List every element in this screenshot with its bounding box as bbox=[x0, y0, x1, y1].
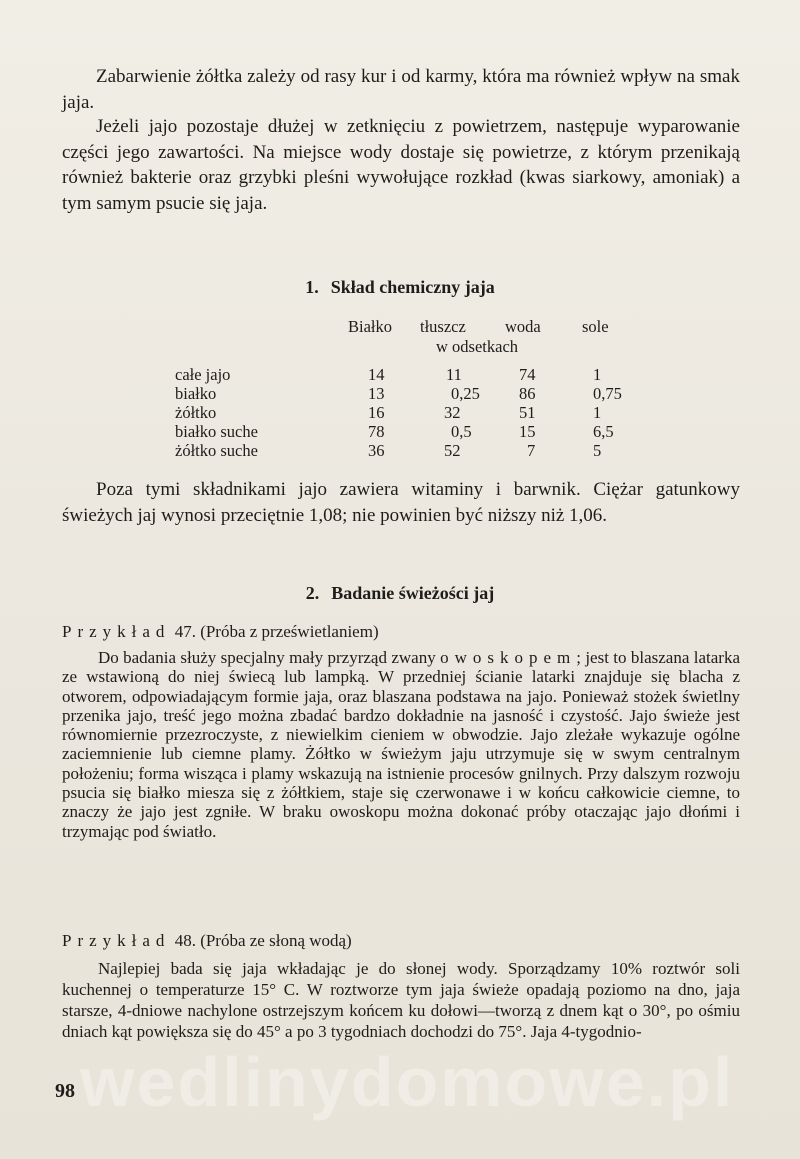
table-unit-note: w odsetkach bbox=[436, 337, 519, 356]
section-heading-1 bbox=[0, 277, 800, 298]
table-cell: 0,75 bbox=[593, 384, 622, 403]
table-row-label: białko suche bbox=[175, 422, 258, 441]
table-cell: 86 bbox=[519, 384, 536, 403]
section-number: 2. bbox=[305, 583, 320, 603]
example-48-heading bbox=[62, 929, 740, 953]
table-cell: 0,25 bbox=[451, 384, 480, 403]
term-owoskop: owoskopem bbox=[440, 648, 577, 667]
section-number: 1. bbox=[305, 277, 319, 297]
page-number: 98 bbox=[55, 1080, 75, 1102]
table-header-fat: tłuszcz bbox=[420, 317, 466, 336]
table-row-label: żółtko bbox=[175, 403, 217, 422]
body-text: Do badania służy specjalny mały przyrząd zwany bbox=[98, 648, 441, 667]
table-cell: 1 bbox=[593, 403, 602, 422]
table-cell: 15 bbox=[519, 422, 536, 441]
body-text: ; jest to blaszana latarka ze wstawioną do niej świecą lub lampką. W przedniej ścianie latarki znajduje się blacha z otworem, odpowiadającym formie jaja, oraz blaszana podstawa na jajo. Ponieważ stożek świetlny przenika jajo, treść jego można zbadać bardzo dokładnie na jasność i czystość. Jajo świeże jest równomiernie przezroczyste, z niewielkim cieniem w obwodzie. Jajo zleżałe wykazuje ogólne zaciemnienie lub ciemne plamy. Żółtko w świeżym jaju utrzymuje się w swym centralnym położeniu; forma wisząca i plamy wskazują na istnienie procesów gnilnych. Przy dalszym rozwoju psucia się białko miesza się z żółtkiem, staje się czerwonawe i w końcu całkowicie ciemne, to znaczy że jajo jest zgniłe. W braku owoskopu można dokonać próby otaczając jajo dłońmi i trzymając pod światło. bbox=[62, 648, 740, 841]
table-cell: 13 bbox=[368, 384, 385, 403]
example-label: Przykład bbox=[62, 931, 171, 950]
intro-paragraph-2: Jeżeli jajo pozostaje dłużej w zetknięciu z powietrzem, następuje wyparowanie części jego zawartości. Na miejsce wody dostaje się powietrze, z którym przenikają również bakterie oraz grzybki pleśni wywołujące rozkład (kwas siarkowy, amoniak) a tym samym psucie się jaja. bbox=[62, 116, 740, 214]
example-label: Przykład bbox=[62, 622, 171, 641]
table-cell: 16 bbox=[368, 403, 385, 422]
section-heading-2 bbox=[0, 583, 800, 604]
section-title: Badanie świeżości jaj bbox=[331, 583, 495, 603]
section-title: Skład chemiczny jaja bbox=[330, 277, 495, 297]
table-cell: 32 bbox=[444, 403, 461, 422]
example-number: 48. bbox=[174, 931, 196, 950]
table-cell: 52 bbox=[444, 441, 461, 460]
table-cell: 78 bbox=[368, 422, 385, 441]
watermark: wedlinydomowe.pl bbox=[80, 1043, 735, 1121]
intro-paragraph-1: Zabarwienie żółtka zależy od rasy kur i od karmy, która ma również wpływ na smak jaja. bbox=[62, 66, 740, 113]
example-47-heading bbox=[62, 620, 740, 644]
table-cell: 1 bbox=[593, 365, 602, 384]
table-header-salts: sole bbox=[582, 317, 609, 336]
example-47-body bbox=[62, 648, 740, 841]
table-cell: 36 bbox=[368, 441, 385, 460]
example-48-body: Najlepiej bada się jaja wkładając je do słonej wody. Sporządzamy 10% roztwór soli kuchennej o temperaturze 15° C. W roztworze tym jaja świeże opadają poziomo na dno, jaja starsze, 4-dniowe nachylone ostrzejszym końcem ku dołowi—tworzą z dnem kąt o 30°, po ośmiu dniach kąt powiększa się do 45° a po 3 tygodniach dochodzi do 75°. Jaja 4-tygodnio- bbox=[62, 959, 740, 1041]
table-cell: 74 bbox=[519, 365, 536, 384]
example-subtitle: (Próba z prześwietlaniem) bbox=[200, 622, 379, 641]
table-header-water: woda bbox=[505, 317, 541, 336]
table-cell: 7 bbox=[527, 441, 536, 460]
table-row-label: żółtko suche bbox=[175, 441, 258, 460]
table-cell: 0,5 bbox=[451, 422, 472, 441]
table-cell: 11 bbox=[446, 365, 462, 384]
table-cell: 6,5 bbox=[593, 422, 614, 441]
table-row-label: całe jajo bbox=[175, 365, 231, 384]
example-subtitle: (Próba ze słoną wodą) bbox=[200, 931, 352, 950]
table-header-protein: Białko bbox=[348, 317, 392, 336]
table-cell: 51 bbox=[519, 403, 536, 422]
table-row-label: białko bbox=[175, 384, 217, 403]
table-cell: 14 bbox=[368, 365, 385, 384]
paragraph-after-table: Poza tymi składnikami jajo zawiera witaminy i barwnik. Ciężar gatunkowy świeżych jaj wynosi przeciętnie 1,08; nie powinien być niższy niż 1,06. bbox=[62, 479, 740, 526]
table-cell: 5 bbox=[593, 441, 602, 460]
example-number: 47. bbox=[174, 622, 196, 641]
